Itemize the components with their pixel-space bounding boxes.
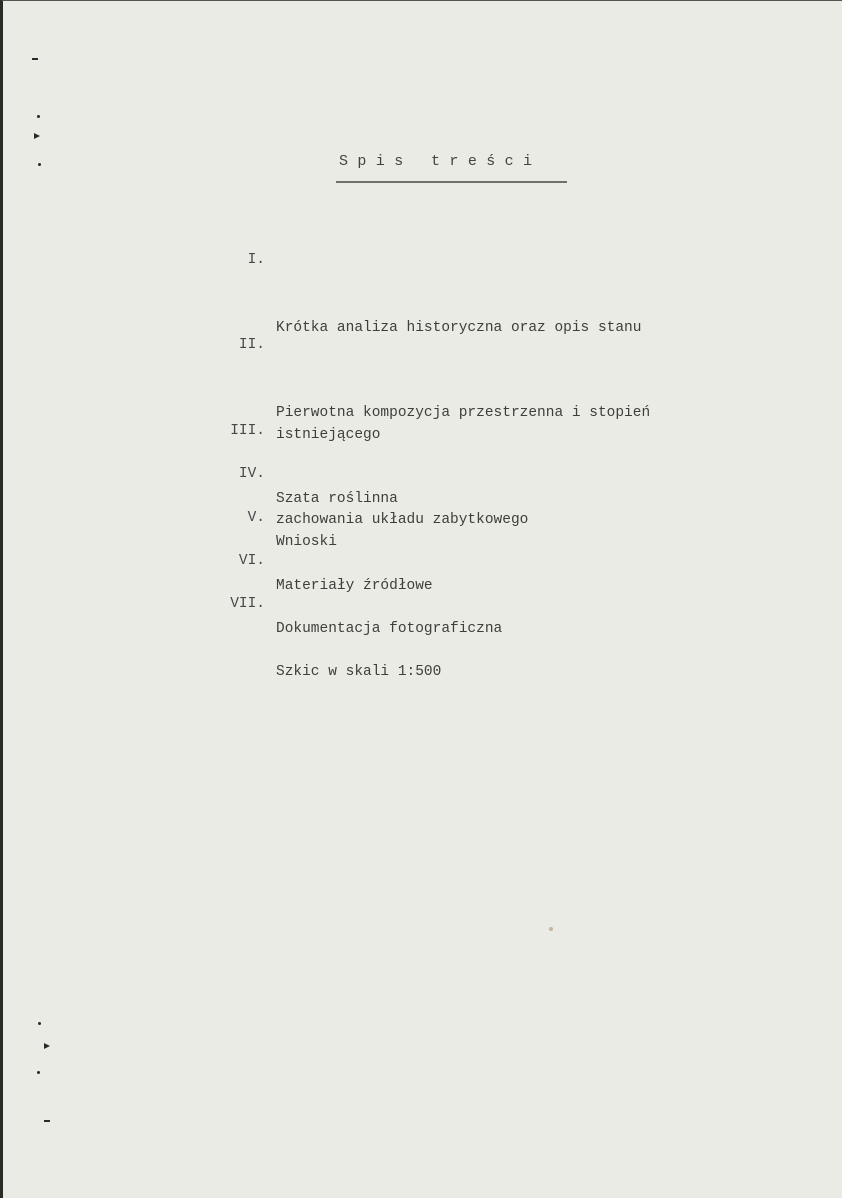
margin-dot-mark — [37, 1071, 40, 1074]
toc-entry-line: Materiały źródłowe — [276, 578, 433, 594]
page-title: S p i s t r e ś c i — [339, 153, 533, 170]
margin-dot-mark — [37, 115, 40, 118]
toc-entry-line: zachowania układu zabytkowego — [276, 512, 529, 528]
margin-dash-mark — [32, 58, 38, 60]
toc-numeral: VI. — [238, 553, 265, 569]
toc-entry-7 — [3, 587, 842, 723]
toc-entry-line: istniejącego — [276, 427, 381, 443]
toc-numeral: VII. — [230, 596, 265, 612]
toc-entry-line: Krótka analiza historyczna oraz opis stanu — [276, 320, 642, 336]
toc-entry-line: Szata roślinna — [276, 491, 398, 507]
toc-numeral: II. — [238, 337, 265, 353]
toc-numeral: I. — [247, 252, 265, 268]
margin-dash-mark — [44, 1120, 50, 1122]
toc-entry-line: Wnioski — [276, 534, 337, 550]
toc-entry-text — [276, 587, 441, 762]
toc-numeral: IV. — [238, 466, 265, 482]
toc-numeral: III. — [230, 423, 265, 439]
toc-entry-line: Pierwotna kompozycja przestrzenna i stopień — [276, 405, 651, 421]
toc-entry-line: Szkic w skali 1:500 — [276, 664, 442, 680]
toc-entry-line: Dokumentacja fotograficzna — [276, 621, 503, 637]
title-underline — [336, 181, 567, 183]
toc-numeral: V. — [247, 510, 265, 526]
margin-arrow-mark — [44, 1043, 50, 1049]
paper-speck — [549, 927, 553, 931]
margin-dot-mark — [38, 163, 41, 166]
margin-dot-mark — [38, 1022, 41, 1025]
margin-arrow-mark — [34, 133, 40, 139]
